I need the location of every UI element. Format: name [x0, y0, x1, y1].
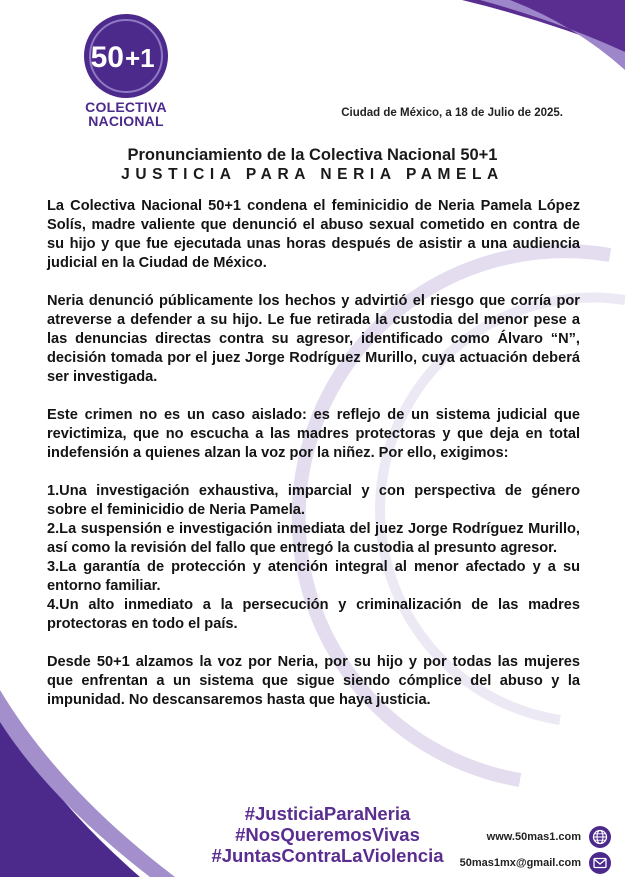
website-contact[interactable] — [487, 826, 611, 848]
paragraph: Este crimen no es un caso aislado: es reflejo de un sistema judicial que revictimiza, que no escucha a las madres protectoras y que deja en total indefensión a quienes alzan la voz por la niñez. Por ello, exigimos: — [47, 407, 580, 461]
logo-line-1: COLECTIVA — [85, 99, 167, 115]
document-subtitle: JUSTICIA PARA NERIA PAMELA — [121, 166, 504, 183]
hashtag: #JuntasContraLaViolencia — [211, 845, 444, 866]
logo-mark-plus: +1 — [125, 43, 155, 73]
document-date: Ciudad de México, a 18 de Julio de 2025. — [341, 107, 563, 119]
paragraph: Neria denunció públicamente los hechos y advirtió el riesgo que corría por atreverse a defender a su hijo. Le fue retirada la custodia del menor pese a las denuncias directas contra su agresor, identificado como Álvaro “N”, decisión tomada por el juez Jorge Rodríguez Murillo, cuya actuación deberá ser investigada. — [47, 293, 580, 385]
globe-icon — [589, 826, 611, 848]
hashtag: #NosQueremosVivas — [235, 824, 420, 845]
logo-line-2: NACIONAL — [88, 113, 164, 129]
demand-item: 1.Una investigación exhaustiva, imparcial y con perspectiva de género sobre el feminicidio de Neria Pamela. — [47, 483, 580, 518]
website-link[interactable]: www.50mas1.com — [486, 831, 581, 843]
logo — [76, 12, 176, 128]
demands-list — [47, 482, 580, 634]
email-contact[interactable] — [460, 852, 611, 874]
demand-item: 4.Un alto inmediato a la persecución y criminalización de las madres protectoras en todo el país. — [47, 597, 580, 632]
envelope-icon — [589, 852, 611, 874]
demand-item: 2.La suspensión e investigación inmediata del juez Jorge Rodríguez Murillo, así como la revisión del fallo que entregó la custodia al presunto agresor. — [47, 521, 580, 556]
hashtags — [195, 803, 460, 866]
logo-mark — [82, 12, 170, 100]
demand-item: 3.La garantía de protección y atención integral al menor afectado y a su entorno familiar. — [47, 559, 580, 594]
hashtag: #JusticiaParaNeria — [244, 803, 411, 824]
logo-mark-number: 50 — [90, 41, 124, 74]
paragraph: La Colectiva Nacional 50+1 condena el feminicidio de Neria Pamela López Solís, madre valiente que denunció el abuso sexual cometido en contra de su hijo y que fue ejecutada unas horas después de asistir a una audiencia judicial en la Ciudad de México. — [47, 198, 580, 271]
closing-paragraph: Desde 50+1 alzamos la voz por Neria, por su hijo y por todas las mujeres que enfrentan a un sistema que sigue siendo cómplice del abuso y la impunidad. No descansaremos hasta que haya justicia. — [47, 654, 580, 708]
email-link[interactable]: 50mas1mx@gmail.com — [459, 857, 581, 869]
document-title: Pronunciamiento de la Colectiva Nacional 50+1 — [127, 146, 498, 164]
document-body — [47, 197, 580, 710]
